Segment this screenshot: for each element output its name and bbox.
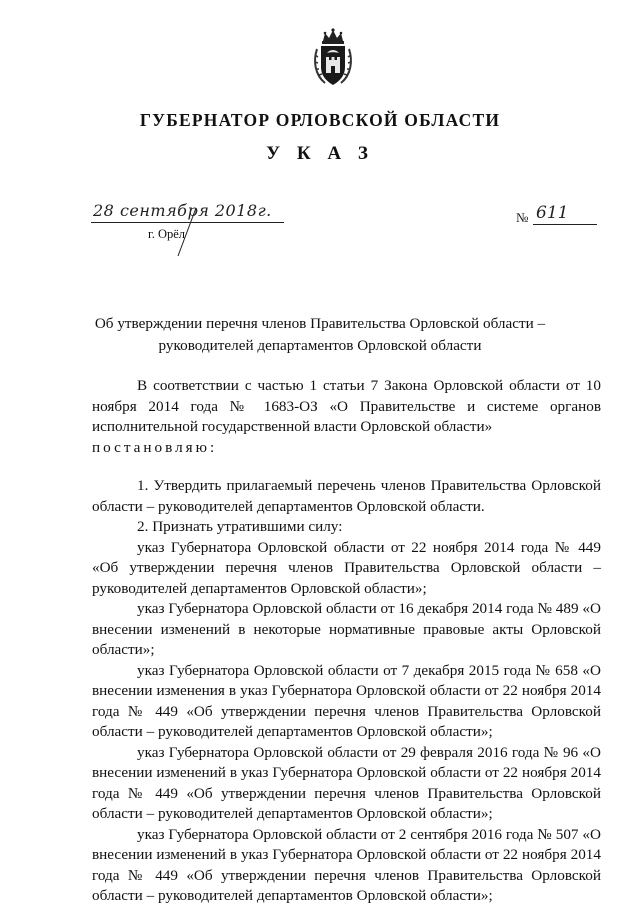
city-label: г. Орёл	[148, 227, 186, 241]
resolve-clause: постановляю:	[92, 438, 218, 456]
decree-number-field	[516, 203, 598, 227]
number-underline	[533, 224, 597, 225]
repealed-item: указ Губернатора Орловской области от 7 декабря 2015 года № 658 «О внесении изменения в указ Губернатора Орловской области от 22 ноября 2014 года № 449 «Об утверждении перечня членов Правительства Орловской области – руководителей департаментов Орловской области»;	[92, 661, 601, 740]
decree-number-handwritten: 611	[536, 203, 569, 223]
orel-coat-of-arms-icon	[311, 27, 355, 89]
repealed-item: указ Губернатора Орловской области от 2 сентября 2016 года № 507 «О внесении изменений в указ Губернатора Орловской области от 22 ноября 2014 года № 449 «Об утверждении перечня членов Правительства Орловской области – руководителей департаментов Орловской области»;	[92, 825, 601, 904]
decree-date-handwritten: 28 сентября 2018г.	[93, 201, 272, 220]
decree-body	[92, 376, 601, 907]
repealed-item: указ Губернатора Орловской области от 16 декабря 2014 года № 489 «О внесении изменений в некоторые нормативные правовые акты Орловской области»;	[92, 600, 601, 658]
repealed-item: указ Губернатора Орловской области от 22 ноября 2014 года № 449 «Об утверждении перечня членов Правительства Орловской области – руководителей департаментов Орловской области»;	[92, 538, 601, 597]
subject-line-1: Об утверждении перечня членов Правительства Орловской области –	[94, 315, 546, 332]
decree-subject	[60, 313, 580, 357]
item-2: 2. Признать утратившими силу:	[137, 518, 343, 535]
subject-line-2: руководителей департаментов Орловской области	[158, 337, 482, 354]
item-1: 1. Утвердить прилагаемый перечень членов Правительства Орловской области – руководителей департаментов Орловской области.	[92, 477, 601, 515]
repealed-item: указ Губернатора Орловской области от 29 февраля 2016 года № 96 «О внесении изменений в указ Губернатора Орловской области от 22 ноября 2014 года № 449 «Об утверждении перечня членов Правительства Орловской области – руководителей департаментов Орловской области»;	[92, 743, 601, 822]
number-sign: №	[516, 210, 529, 225]
preamble: В соответствии с частью 1 статьи 7 Закона Орловской области от 10 ноября 2014 года № 1683-ОЗ «О Правительстве и системе органов исполнительной государственной власти Орловской области»	[92, 377, 601, 435]
document-type: У К А З	[266, 143, 374, 164]
issuer-title: ГУБЕРНАТОР ОРЛОВСКОЙ ОБЛАСТИ	[139, 110, 501, 130]
